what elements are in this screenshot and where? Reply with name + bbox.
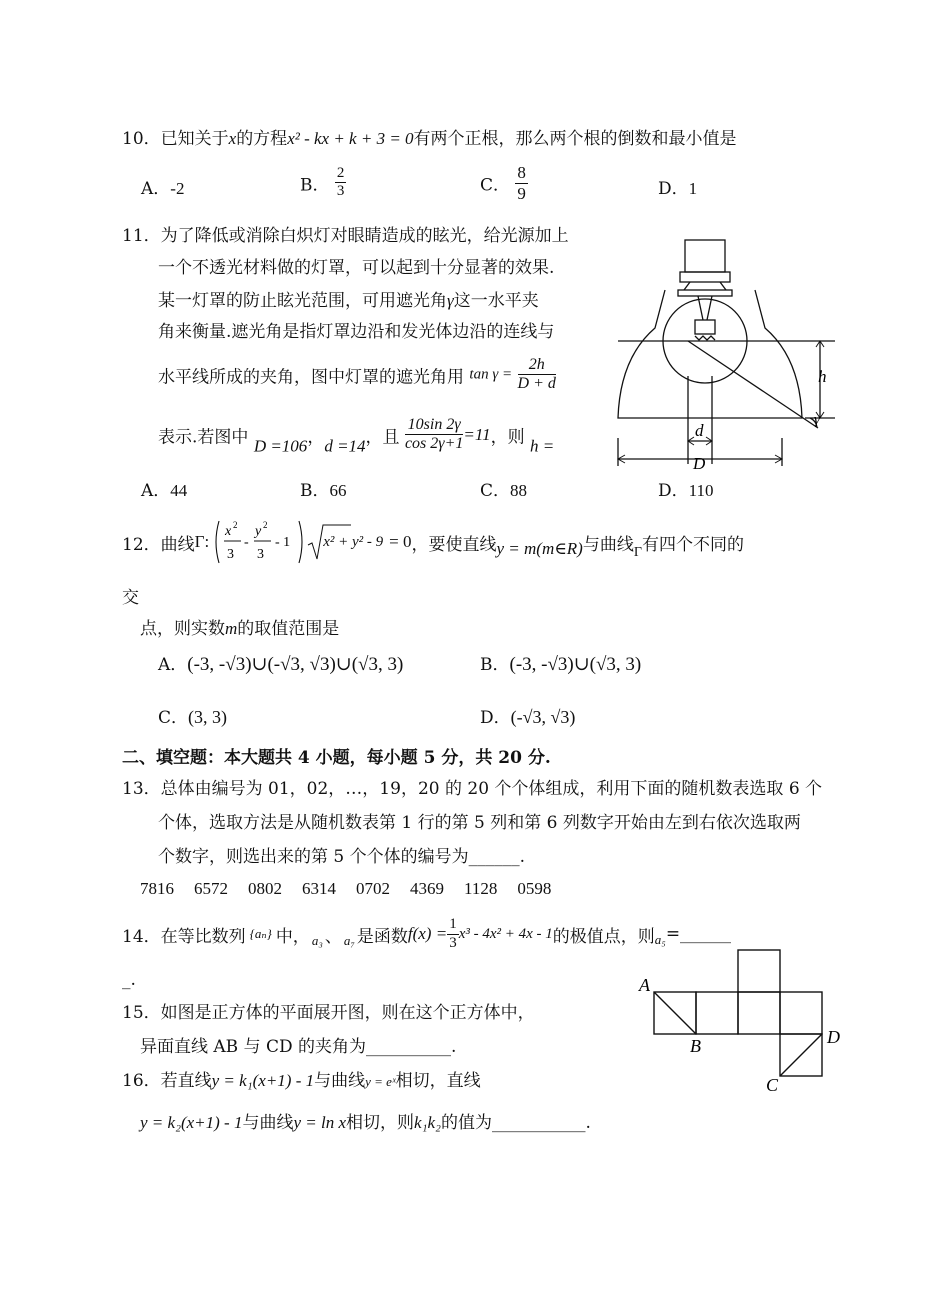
q15-line-1: 15．如图是正方体的平面展开图，则在这个正方体中， xyxy=(122,1003,535,1023)
label-d: d xyxy=(695,421,704,440)
q11-option-c: C．88 xyxy=(480,481,528,501)
q16-line-2: y = k₂(x+1) - 1与曲线y = ln x相切，则k₁k₂的值为___________. xyxy=(140,1113,591,1133)
svg-text:3: 3 xyxy=(227,547,235,562)
section-2-title: 二、填空题：本大题共 4 小题，每小题 5 分，共 20 分. xyxy=(122,748,551,768)
lamp-socket-ring xyxy=(680,272,730,282)
q11-option-d: D．110 xyxy=(658,481,714,501)
q13-number: 13． xyxy=(122,779,161,799)
q11-line-5: 水平线所成的夹角，图中灯罩的遮光角用 tan γ = $\frac{2h}{D + d}$ xyxy=(158,356,556,393)
q16-line-1: 16．若直线y = k₁(x+1) - 1与曲线y = eˣ相切，直线 xyxy=(122,1071,481,1091)
q13-line-2: 个体，选取方法是从随机数表第 1 行的第 5 列和第 6 列数字开始由左到右依次选取两 xyxy=(158,813,801,833)
q11-line-1: 11．为了降低或消除白炽灯对眼睛造成的眩光，给光源加上 xyxy=(122,226,569,246)
svg-text:y: y xyxy=(255,524,262,539)
svg-text:- 1: - 1 xyxy=(275,535,291,550)
svg-text:2: 2 xyxy=(233,520,238,530)
lamp-socket-top xyxy=(685,240,725,272)
q15-line-2: 异面直线 AB 与 CD 的夹角为__________. xyxy=(140,1037,457,1057)
random-number-table: 7816 6572 0802 6314 0702 4369 1128 0598 xyxy=(140,879,552,898)
q14-cont: _. xyxy=(122,970,136,990)
q15-number: 15． xyxy=(122,1003,161,1023)
lamp-figure xyxy=(600,228,840,473)
q16-number: 16． xyxy=(122,1071,161,1091)
q14-stem: 14． 在等比数列 {aₙ} 中， a₃ 、 a₇ 是函数 f(x) = $\frac{1}{3}$ x³ - 4x² + 4x - 1 的极值点，则 a₅ =______ xyxy=(122,916,732,951)
label-C: C xyxy=(766,1075,779,1095)
q11-line-4: 角来衡量.遮光角是指灯罩边沿和发光体边沿的连线与 xyxy=(158,322,555,342)
q12-stem-wrap: 交 xyxy=(122,588,139,608)
q12-stem: 12． 曲线 Γ: x 2 3 - y 2 3 - 1 x² + y² - 9 = 0 ，要使直线 y = m(m∈R) 与曲线 Γ 有四个不同的 xyxy=(122,517,744,567)
q10-option-d: D．1 xyxy=(658,179,698,199)
q10-option-b: B． $\frac{2}{3}$ xyxy=(300,165,345,200)
q11-line-6: 表示.若图中 D =106，d =14，且 $\frac{10\sin 2\gamma}{\cos 2\gamma+1}$ =11，则 h = xyxy=(158,416,555,456)
q12-number: 12． xyxy=(122,534,161,555)
q12-line-eq: y = m(m∈R) xyxy=(496,539,583,558)
label-D: D xyxy=(693,454,706,473)
svg-text:-: - xyxy=(244,535,249,550)
segment-AB xyxy=(654,992,696,1034)
cube-net-figure xyxy=(635,945,850,1095)
segment-CD xyxy=(780,1034,822,1076)
q13-line-1: 13．总体由编号为 01，02，…，19，20 的 20 个个体组成，利用下面的随机数表选取 6 个 xyxy=(122,779,823,799)
q12-sqrt-content: x² + y² - 9 xyxy=(323,533,384,550)
q12-option-d: D．(-√3, √3) xyxy=(480,707,576,728)
q10-equation: x² - kx + k + 3 = 0 xyxy=(287,129,414,148)
q11-line-2: 一个不透光材料做的灯罩，可以起到十分显著的效果. xyxy=(158,258,555,278)
q11-tan-formula: tan γ = xyxy=(469,366,513,383)
shield-line xyxy=(688,341,818,428)
q11-line-3: 某一灯罩的防止眩光范围，可用遮光角γ这一水平夹 xyxy=(158,291,539,311)
label-gamma: γ xyxy=(814,412,820,428)
q10-option-a: A．-2 xyxy=(141,179,185,199)
label-h: h xyxy=(818,367,827,386)
q11-number: 11． xyxy=(122,226,161,246)
q10-option-c: C． $\frac{8}{9}$ xyxy=(480,163,526,203)
q12-option-a: A．(-3, -√3)∪(-√3, √3)∪(√3, 3) xyxy=(158,654,404,675)
net-square-4 xyxy=(780,992,822,1034)
label-D: D xyxy=(827,1027,840,1047)
q11-option-a: A．44 xyxy=(141,481,188,501)
label-A: A xyxy=(639,975,650,995)
q12-stem-2: 点，则实数m的取值范围是 xyxy=(140,619,340,639)
label-B: B xyxy=(690,1036,701,1056)
q10-number: 10． xyxy=(122,129,161,149)
q12-option-c: C．(3, 3) xyxy=(158,707,228,728)
q12-option-b: B．(-3, -√3)∪(√3, 3) xyxy=(480,654,642,675)
net-square-top xyxy=(738,950,780,992)
q13-line-3: 个数字，则选出来的第 5 个个体的编号为______. xyxy=(158,847,526,867)
net-square-2 xyxy=(696,992,738,1034)
net-square-3 xyxy=(738,992,780,1034)
svg-text:2: 2 xyxy=(263,520,268,530)
svg-text:3: 3 xyxy=(257,547,265,562)
q14-number: 14． xyxy=(122,926,161,947)
svg-text:x: x xyxy=(225,524,232,539)
q11-option-b: B．66 xyxy=(300,481,347,501)
q10-stem: 10．已知关于x的方程x² - kx + k + 3 = 0有两个正根，那么两个根的倒数和最小值是 xyxy=(122,129,737,149)
bulb-base xyxy=(695,320,715,334)
